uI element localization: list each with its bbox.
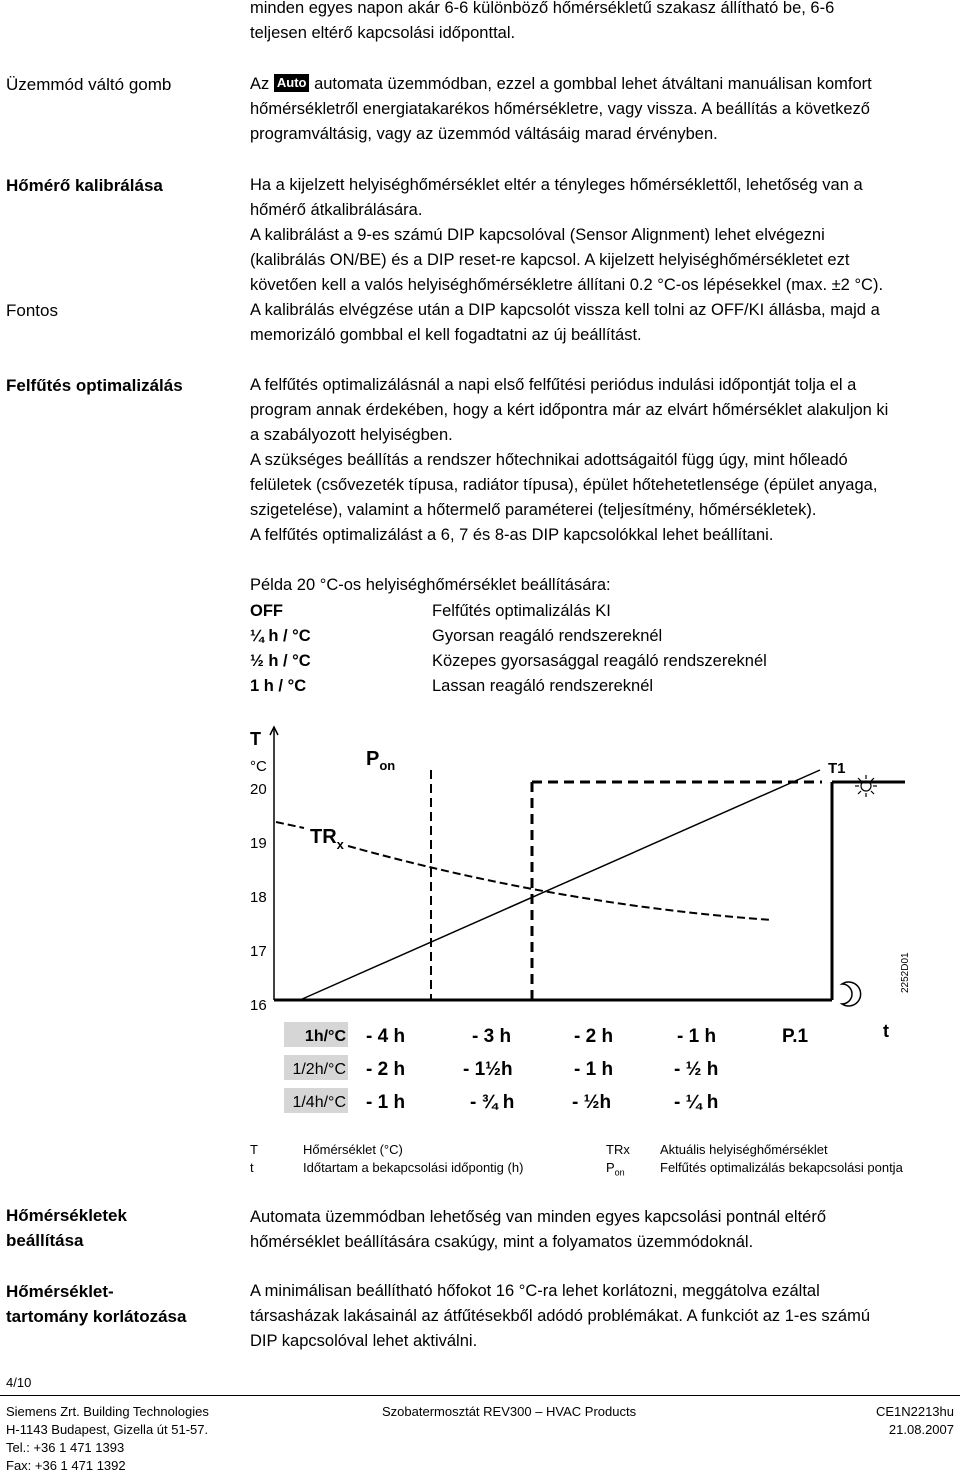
y-tick-label: 17 (250, 943, 267, 960)
auto-mode-badge: Auto (274, 74, 310, 92)
scale-value: - 2 h (574, 1026, 614, 1047)
range-line: társasházak lakásainál az átfűtésekből adódó problémákat. A funkciót az 1-es számú (250, 1307, 871, 1325)
trx-label: $TR_x$ (310, 826, 344, 852)
scale-value: - 1 h (574, 1059, 614, 1080)
example-value: Lassan reagáló rendszereknél (432, 677, 654, 695)
footer-right: CE1N2213hu 21.08.2007 (875, 1404, 954, 1437)
preheat-diagram (0, 715, 960, 1125)
calibration-label: Hőmérő kalibrálása (6, 176, 163, 195)
footer-left: Siemens Zrt. Building Technologies H-1143 Budapest, Gizella út 51-57. Tel.: +36 1 471 1393 Fax: +36 1 471 1392 (6, 1404, 209, 1473)
calibration-line: A kalibrálás elvégzése után a DIP kapcsolót vissza kell tolni az OFF/KI állásba, majd a (250, 301, 880, 319)
legend-symbol: T (250, 1142, 258, 1157)
example-key: OFF (250, 602, 283, 620)
y-tick-label: 20 (250, 781, 267, 798)
diagram-code: 2252D01 (900, 952, 911, 993)
range-line: A minimálisan beállítható hőfokot 16 °C-ra lehet korlátozni, meggátolva ezáltal (250, 1282, 820, 1300)
scale-value: - ¼ h (674, 1092, 719, 1113)
legend-text: Aktuális helyiséghőmérséklet (660, 1142, 828, 1157)
range-line: DIP kapcsolóval lehet aktiválni. (250, 1332, 478, 1350)
calibration-line: (kalibrálás ON/BE) és a DIP reset-re kapcsol. A kijelzett helyiséghőmérsékletet ezt (250, 251, 850, 269)
mode-pre: Az (250, 75, 270, 93)
preheat-label: Felfűtés optimalizálás (6, 376, 183, 395)
scale-row-label: 1/2h/°C (292, 1061, 346, 1078)
preheat-line: szigetelése), valamint a hőtermelő paraméterei (teljesítmény, hőmérsékletek). (250, 501, 817, 519)
scale-value: - 3 h (472, 1026, 512, 1047)
temperatures-line: hőmérséklet beállítására csakúgy, mint a folyamatos üzemmódoknál. (250, 1233, 754, 1251)
moon-icon (842, 982, 861, 1006)
preheat-line: program annak érdekében, hogy a kért időpontra már az elvárt hőmérséklet alakuljon ki (250, 401, 889, 419)
t1-label: T1 (828, 760, 846, 777)
preheat-line: felületek (csővezeték típusa, radiátor típusa), épület hőtehetetlensége (épület anyaga, (250, 476, 878, 494)
intro-text (250, 0, 950, 46)
mode-line: hőmérsékletről energiatakarékos hőmérsékletre, vagy vissza. A beállítás a következő (250, 100, 870, 118)
footer-divider (0, 1395, 960, 1396)
example-value: Felfűtés optimalizálás KI (432, 602, 611, 620)
t-axis-label: t (883, 1021, 889, 1041)
y-tick-label: 19 (250, 835, 267, 852)
legend-text: Felfűtés optimalizálás bekapcsolási pontja (660, 1160, 903, 1175)
calibration-line: hőmérő átkalibrálására. (250, 201, 423, 219)
range-label: Hőmérséklet- tartomány korlátozása (6, 1282, 187, 1326)
preheat-line: A felfűtés optimalizálásnál a napi első felfűtési periódus indulási időpontját tolja el a (250, 376, 857, 394)
calibration-line: memorizáló gombbal el kell fogadtatni az új beállítást. (250, 326, 642, 344)
temperatures-line: Automata üzemmódban lehetőség van minden egyes kapcsolási pontnál eltérő (250, 1208, 827, 1226)
scale-value: - 4 h (366, 1026, 406, 1047)
calibration-text (250, 173, 950, 348)
heating-line (300, 770, 820, 1000)
range-text (250, 1279, 950, 1354)
y-tick-label: 18 (250, 889, 267, 906)
mode-switch-label: Üzemmód váltó gomb (6, 75, 172, 94)
legend-text: Hőmérséklet (°C) (303, 1142, 403, 1157)
example-title: Példa 20 °C-os helyiséghőmérséklet beállítására: (250, 576, 611, 594)
calibration-line: Ha a kijelzett helyiséghőmérséklet eltér a tényleges hőmérséklettől, lehetőség van a (250, 176, 863, 194)
temperatures-text (250, 1205, 950, 1255)
example-key: ½ h / °C (250, 652, 311, 670)
scale-value: - 1 h (366, 1092, 406, 1113)
temperatures-label: Hőmérsékletek beállítása (6, 1206, 127, 1250)
example-value: Közepes gyorsasággal reagáló rendszereknél (432, 652, 767, 670)
footer-center: Szobatermosztát REV300 – HVAC Products (382, 1404, 637, 1419)
example-key: ¼ h / °C (250, 627, 311, 645)
sun-icon (855, 775, 877, 797)
mode-line: automata üzemmódban, ezzel a gombbal lehet átváltani manuálisan komfort (314, 75, 872, 93)
trx-curve (276, 822, 772, 920)
mode-switch-text (250, 72, 950, 147)
scale-value: - ½h (572, 1092, 612, 1113)
scale-value: - 1½h (463, 1059, 513, 1080)
calibration-line: A kalibrálást a 9-es számú DIP kapcsolóval (Sensor Alignment) lehet elvégezni (250, 226, 825, 244)
scale-value: - 1 h (677, 1026, 717, 1047)
legend-symbol: TRx (606, 1142, 630, 1157)
legend-text: Időtartam a bekapcsolási időpontig (h) (303, 1160, 524, 1175)
mode-line: programváltásig, vagy az üzemmód váltásáig marad érvényben. (250, 125, 718, 143)
legend-symbol: t (250, 1160, 254, 1175)
calibration-line: követően kell a valós helyiséghőmérsékletre állítani 0.2 °C-os lépésekkel (max. ±2 °C). (250, 276, 884, 294)
scale-row-label: 1/4h/°C (292, 1094, 346, 1111)
pon-label: $P_{on}$ (366, 748, 396, 773)
scale-value: P.1 (782, 1026, 809, 1047)
intro-line: minden egyes napon akár 6-6 különböző hőmérsékletű szakasz állítható be, 6-6 (250, 0, 835, 17)
preheat-line: A szükséges beállítás a rendszer hőtechnikai adottságaitól függ úgy, mint hőleadó (250, 451, 848, 469)
y-axis-label: T (250, 729, 261, 749)
legend-symbol: $P_{on}$ (606, 1160, 625, 1178)
intro-line: teljesen eltérő kapcsolási időponttal. (250, 24, 516, 42)
preheat-line: A felfűtés optimalizálást a 6, 7 és 8-as DIP kapcsolókkal lehet beállítani. (250, 526, 774, 544)
important-label: Fontos (6, 301, 58, 320)
scale-value: - ½ h (674, 1059, 719, 1080)
scale-row-label: 1h/°C (304, 1028, 346, 1045)
preheat-line: a szabályozott helyiségben. (250, 426, 453, 444)
y-tick-label: 16 (250, 997, 267, 1014)
page-number: 4/10 (6, 1375, 32, 1390)
example-key: 1 h / °C (250, 677, 307, 695)
example-value: Gyorsan reagáló rendszereknél (432, 627, 663, 645)
scale-value: - ¾ h (470, 1092, 515, 1113)
scale-value: - 2 h (366, 1059, 406, 1080)
y-axis-unit: °C (250, 758, 267, 775)
preheat-text (250, 373, 950, 548)
